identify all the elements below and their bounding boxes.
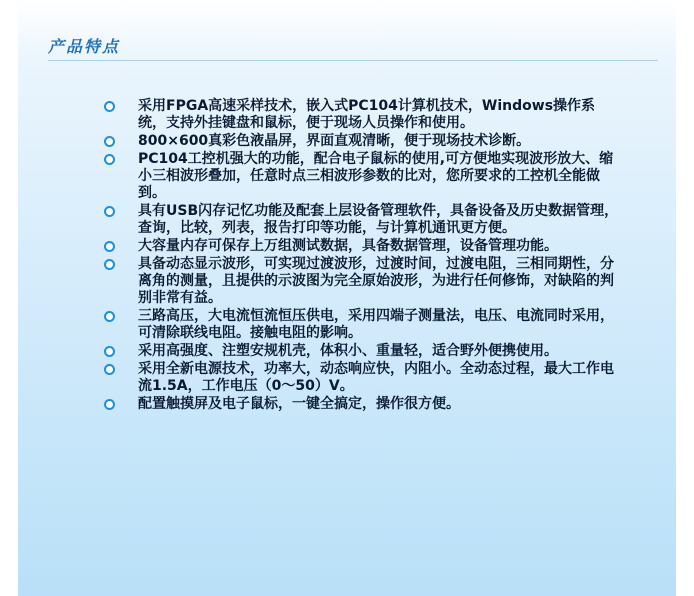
bullet-icon	[104, 346, 115, 357]
feature-item	[102, 238, 622, 255]
feature-item	[102, 98, 622, 132]
bullet-icon	[104, 154, 115, 165]
feature-item	[102, 256, 622, 307]
feature-text: 采用高强度、注塑安规机壳，体积小、重量轻，适合野外便携使用。	[138, 343, 558, 359]
bullet-icon	[104, 206, 115, 217]
feature-text: 配置触摸屏及电子鼠标，一键全搞定，操作很方便。	[138, 396, 460, 412]
feature-text: 三路高压，大电流恒流恒压供电，采用四端子测量法，电压、电流同时采用，可清除联线电阻。接触电阻的影响。	[138, 308, 614, 341]
feature-text: 具备动态显示波形，可实现过渡波形，过渡时间，过渡电阻，三相同期性，分离角的测量，且提供的示波图为完全原始波形，为进行任何修饰，对缺陷的判别非常有益。	[138, 256, 614, 306]
bullet-icon	[104, 311, 115, 322]
bullet-icon	[104, 259, 115, 270]
feature-text: 采用全新电源技术，功率大，动态响应快，内阻小。全动态过程，最大工作电流1.5A，工作电压（0～50）V。	[138, 361, 614, 394]
feature-item	[102, 203, 622, 237]
feature-item	[102, 308, 622, 342]
feature-item	[102, 343, 622, 360]
feature-text: PC104工控机强大的功能，配合电子鼠标的使用,可方便地实现波形放大、缩小三相波形叠加，任意时点三相波形参数的比对，您所要求的工控机全能做到。	[138, 151, 614, 201]
feature-item	[102, 133, 622, 150]
bullet-icon	[104, 399, 115, 410]
feature-item	[102, 361, 622, 395]
bullet-icon	[104, 136, 115, 147]
bullet-icon	[104, 364, 115, 375]
feature-item	[102, 151, 622, 202]
bullet-icon	[104, 101, 115, 112]
feature-text: 大容量内存可保存上万组测试数据，具备数据管理，设备管理功能。	[138, 238, 558, 254]
title-divider	[48, 60, 658, 61]
feature-item	[102, 396, 622, 413]
feature-text: 800×600真彩色液晶屏，界面直观清晰，便于现场技术诊断。	[138, 133, 531, 149]
feature-text: 采用FPGA高速采样技术，嵌入式PC104计算机技术，Windows操作系统，支持外挂键盘和鼠标，便于现场人员操作和使用。	[138, 98, 596, 131]
bullet-icon	[104, 241, 115, 252]
section-title: 产品特点	[48, 36, 121, 56]
feature-list	[102, 98, 622, 414]
feature-text: 具有USB闪存记忆功能及配套上层设备管理软件，具备设备及历史数据管理，查询，比较，列表，报告打印等功能，与计算机通讯更方便。	[138, 203, 619, 236]
section-header	[48, 34, 120, 56]
